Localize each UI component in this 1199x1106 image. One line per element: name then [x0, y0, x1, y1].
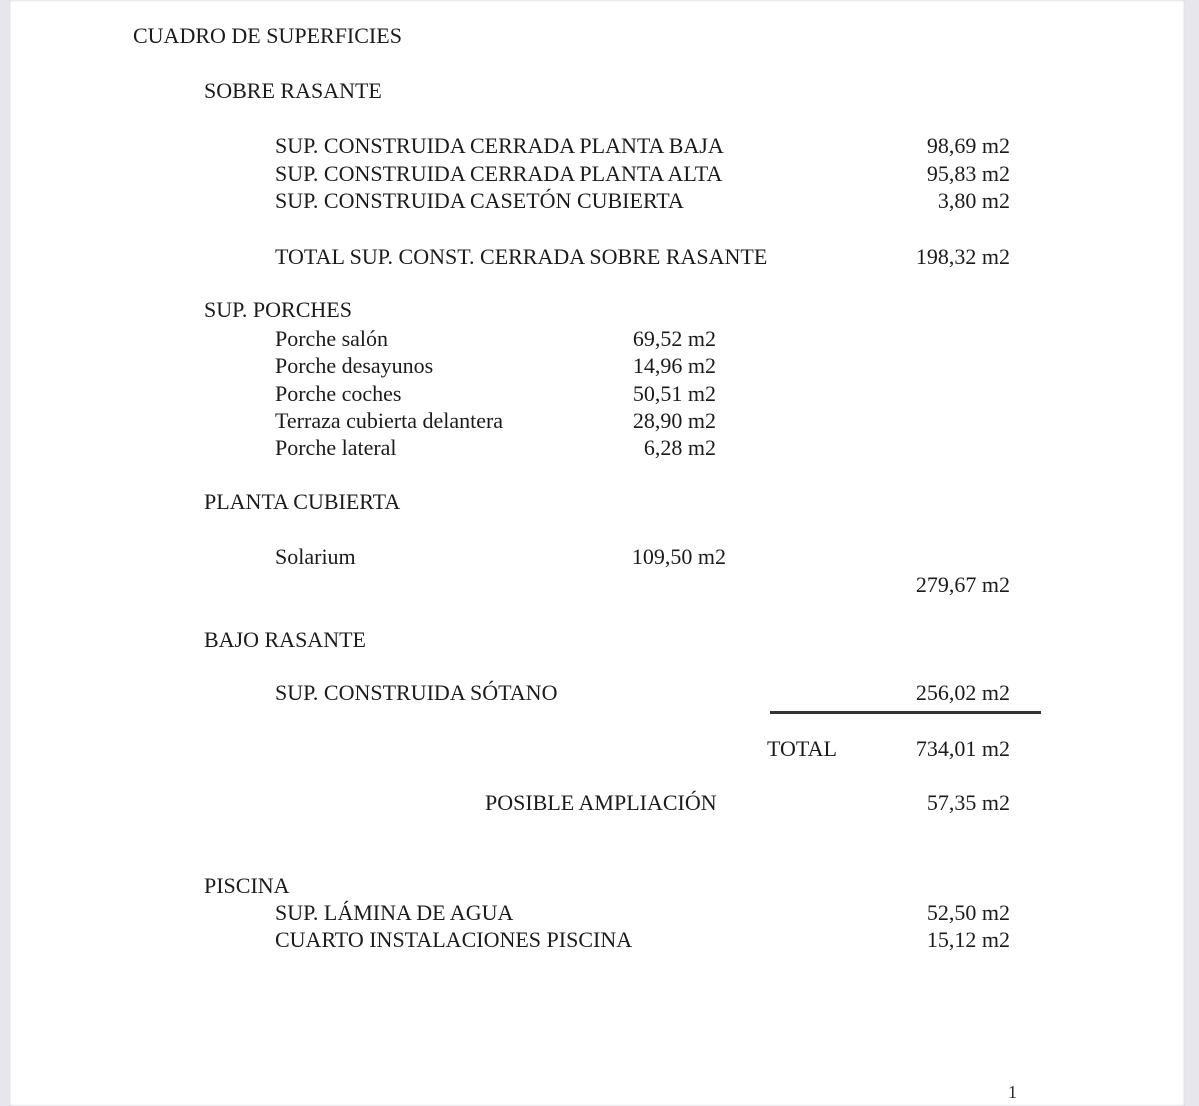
row-label: SUP. CONSTRUIDA CERRADA PLANTA BAJA	[275, 133, 724, 158]
section-heading-planta-cubierta: PLANTA CUBIERTA	[204, 489, 401, 514]
document-title: CUADRO DE SUPERFICIES	[133, 23, 402, 48]
ampliacion-value: 57,35 m2	[926, 790, 1010, 815]
area-value: 15,12 m2	[926, 927, 1010, 952]
section-heading-porches: SUP. PORCHES	[204, 297, 352, 322]
section-heading-sobre-rasante: SOBRE RASANTE	[204, 78, 382, 103]
table-row	[0, 132, 1199, 160]
row-label: TOTAL SUP. CONST. CERRADA SOBRE RASANTE	[275, 244, 768, 269]
table-row	[0, 434, 1199, 462]
area-value: 3,80 m2	[937, 188, 1010, 213]
table-row	[0, 926, 1199, 954]
table-row	[0, 679, 1199, 707]
table-row-grand-total	[0, 735, 1199, 763]
section-heading-row	[0, 872, 1199, 900]
area-value: 50,51 m2	[632, 381, 716, 406]
table-row-ampliacion	[0, 789, 1199, 817]
table-row	[0, 187, 1199, 215]
row-label: SUP. CONSTRUIDA SÓTANO	[275, 680, 558, 705]
area-value: 6,28 m2	[643, 435, 716, 460]
area-value: 95,83 m2	[926, 161, 1010, 186]
table-row	[0, 380, 1199, 408]
row-label: CUARTO INSTALACIONES PISCINA	[275, 927, 633, 952]
row-label: Porche salón	[275, 326, 389, 351]
grand-total-value: 734,01 m2	[915, 736, 1010, 761]
table-row-total	[0, 243, 1199, 271]
area-value: 14,96 m2	[632, 353, 716, 378]
row-label: Porche coches	[275, 381, 402, 406]
grand-total-label: TOTAL	[767, 736, 837, 761]
page-number: 1	[1008, 1082, 1017, 1102]
row-label: SUP. CONSTRUIDA CERRADA PLANTA ALTA	[275, 161, 723, 186]
section-heading-row	[0, 296, 1199, 324]
row-label: Solarium	[275, 544, 356, 569]
section-heading-row	[0, 626, 1199, 654]
table-row	[0, 899, 1199, 927]
total-divider-line	[770, 711, 1041, 714]
row-label: Porche desayunos	[275, 353, 434, 378]
row-label: Terraza cubierta delantera	[275, 408, 504, 433]
area-value: 69,52 m2	[632, 326, 716, 351]
area-value: 98,69 m2	[926, 133, 1010, 158]
section-heading-row	[0, 77, 1199, 105]
row-label: SUP. CONSTRUIDA CASETÓN CUBIERTA	[275, 188, 684, 213]
table-row	[0, 160, 1199, 188]
row-label: SUP. LÁMINA DE AGUA	[275, 900, 514, 925]
area-value: 198,32 m2	[915, 244, 1010, 269]
table-row	[0, 407, 1199, 435]
table-row-subtotal	[0, 571, 1199, 599]
ampliacion-label: POSIBLE AMPLIACIÓN	[485, 790, 717, 815]
table-row	[0, 352, 1199, 380]
section-heading-bajo-rasante: BAJO RASANTE	[204, 627, 366, 652]
area-value: 28,90 m2	[632, 408, 716, 433]
area-value: 52,50 m2	[926, 900, 1010, 925]
table-row	[0, 543, 1199, 571]
section-heading-row	[0, 488, 1199, 516]
section-heading-piscina: PISCINA	[204, 873, 290, 898]
area-value: 256,02 m2	[915, 680, 1010, 705]
table-row	[0, 325, 1199, 353]
subtotal-value: 279,67 m2	[915, 572, 1010, 597]
row-label: Porche lateral	[275, 435, 397, 460]
area-value: 109,50 m2	[631, 544, 726, 569]
title-row	[0, 22, 1199, 50]
